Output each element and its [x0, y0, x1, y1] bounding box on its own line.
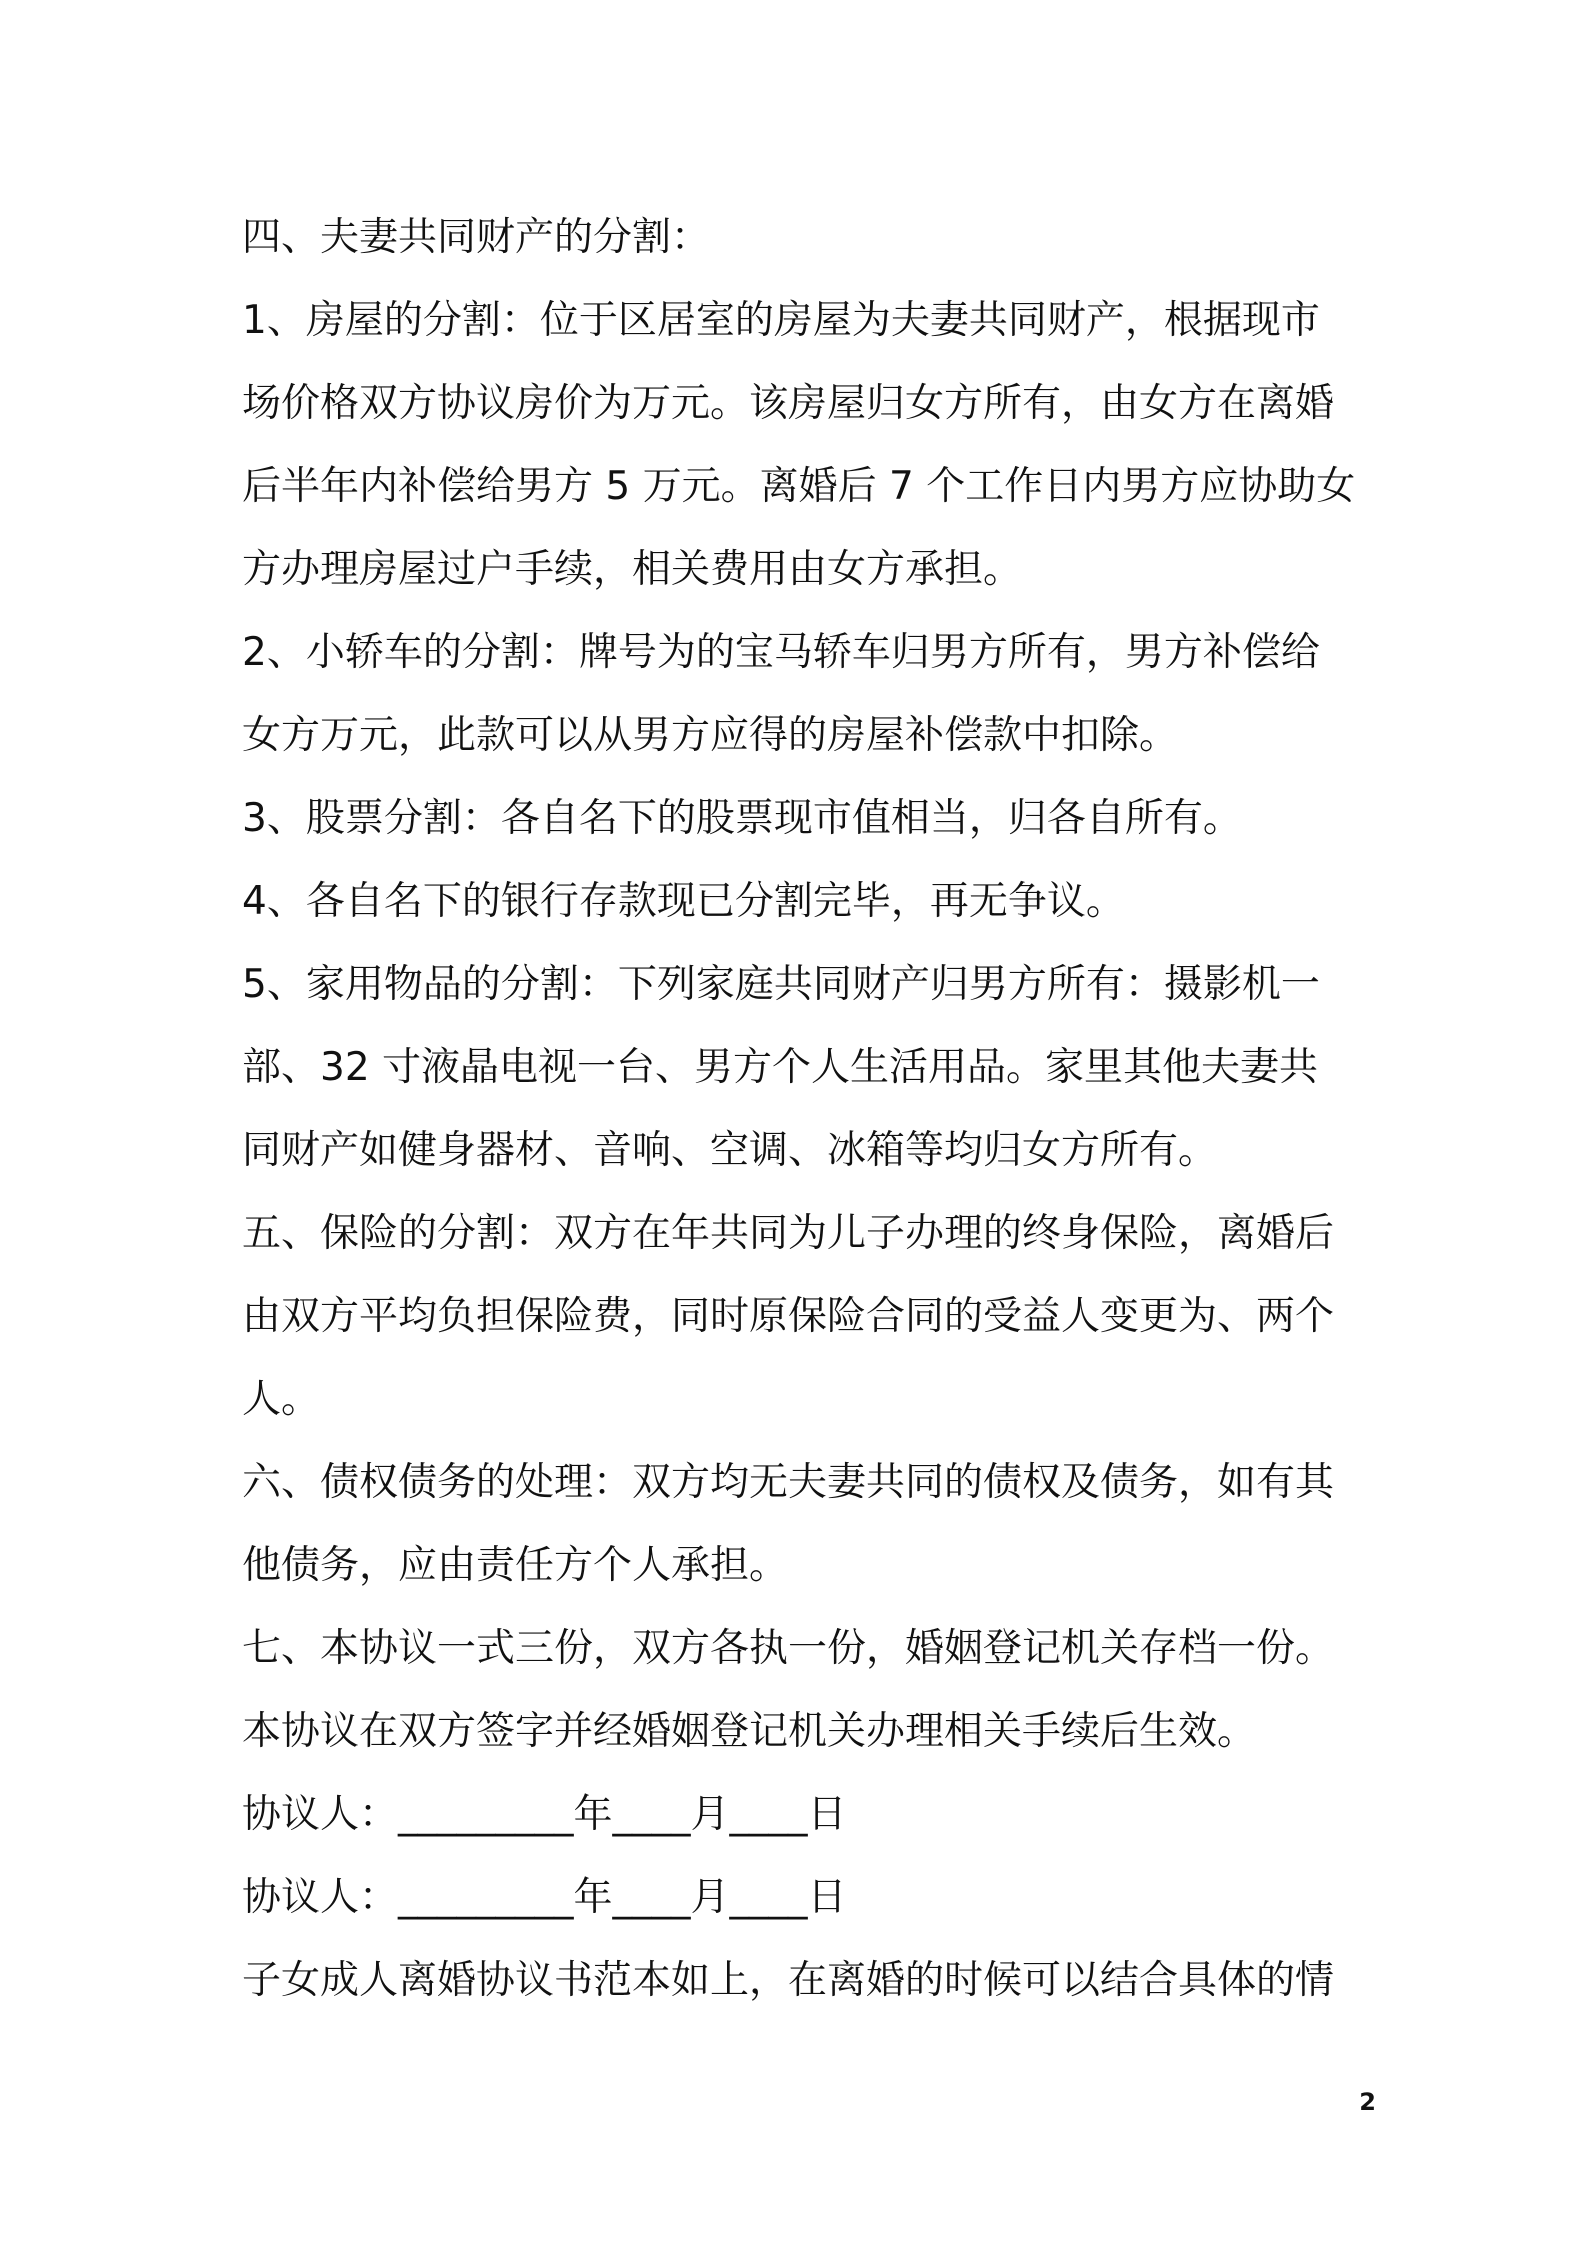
text-line: 他债务，应由责任方个人承担。	[242, 1543, 789, 1588]
text-line: 4、各自名下的银行存款现已分割完毕，再无争议。	[242, 879, 1125, 924]
text-line: 方办理房屋过户手续，相关费用由女方承担。	[242, 547, 1023, 592]
text-line: 人。	[242, 1377, 321, 1422]
text-line: 子女成人离婚协议书范本如上，在离婚的时候可以结合具体的情	[242, 1958, 1335, 2003]
text-line: 1、房屋的分割：位于区居室的房屋为夫妻共同财产，根据现市	[242, 298, 1320, 343]
signature-line: 协议人：_________年____月____日	[242, 1875, 847, 1920]
text-line: 由双方平均负担保险费，同时原保险合同的受益人变更为、两个	[242, 1294, 1335, 1339]
heading-property-division: 四、夫妻共同财产的分割：	[242, 215, 711, 260]
document-body	[242, 196, 1362, 2022]
text-line: 5、家用物品的分割：下列家庭共同财产归男方所有：摄影机一	[242, 962, 1320, 1007]
text-line: 2、小轿车的分割：牌号为的宝马轿车归男方所有，男方补偿给	[242, 630, 1320, 675]
text-line: 本协议在双方签字并经婚姻登记机关办理相关手续后生效。	[242, 1709, 1257, 1754]
text-line: 女方万元，此款可以从男方应得的房屋补偿款中扣除。	[242, 713, 1179, 758]
text-line: 3、股票分割：各自名下的股票现市值相当，归各自所有。	[242, 796, 1242, 841]
page-number: 2	[1359, 2088, 1376, 2116]
text-line: 部、32 寸液晶电视一台、男方个人生活用品。家里其他夫妻共	[242, 1045, 1319, 1090]
text-line: 同财产如健身器材、音响、空调、冰箱等均归女方所有。	[242, 1128, 1218, 1173]
text-line: 六、债权债务的处理：双方均无夫妻共同的债权及债务，如有其	[242, 1460, 1335, 1505]
text-line: 七、本协议一式三份，双方各执一份，婚姻登记机关存档一份。	[242, 1626, 1335, 1671]
text-line: 五、保险的分割：双方在年共同为儿子办理的终身保险，离婚后	[242, 1211, 1335, 1256]
text-line: 场价格双方协议房价为万元。该房屋归女方所有，由女方在离婚	[242, 381, 1335, 426]
text-line: 后半年内补偿给男方 5 万元。离婚后 7 个工作日内男方应协助女	[242, 464, 1356, 509]
signature-line: 协议人：_________年____月____日	[242, 1792, 847, 1837]
